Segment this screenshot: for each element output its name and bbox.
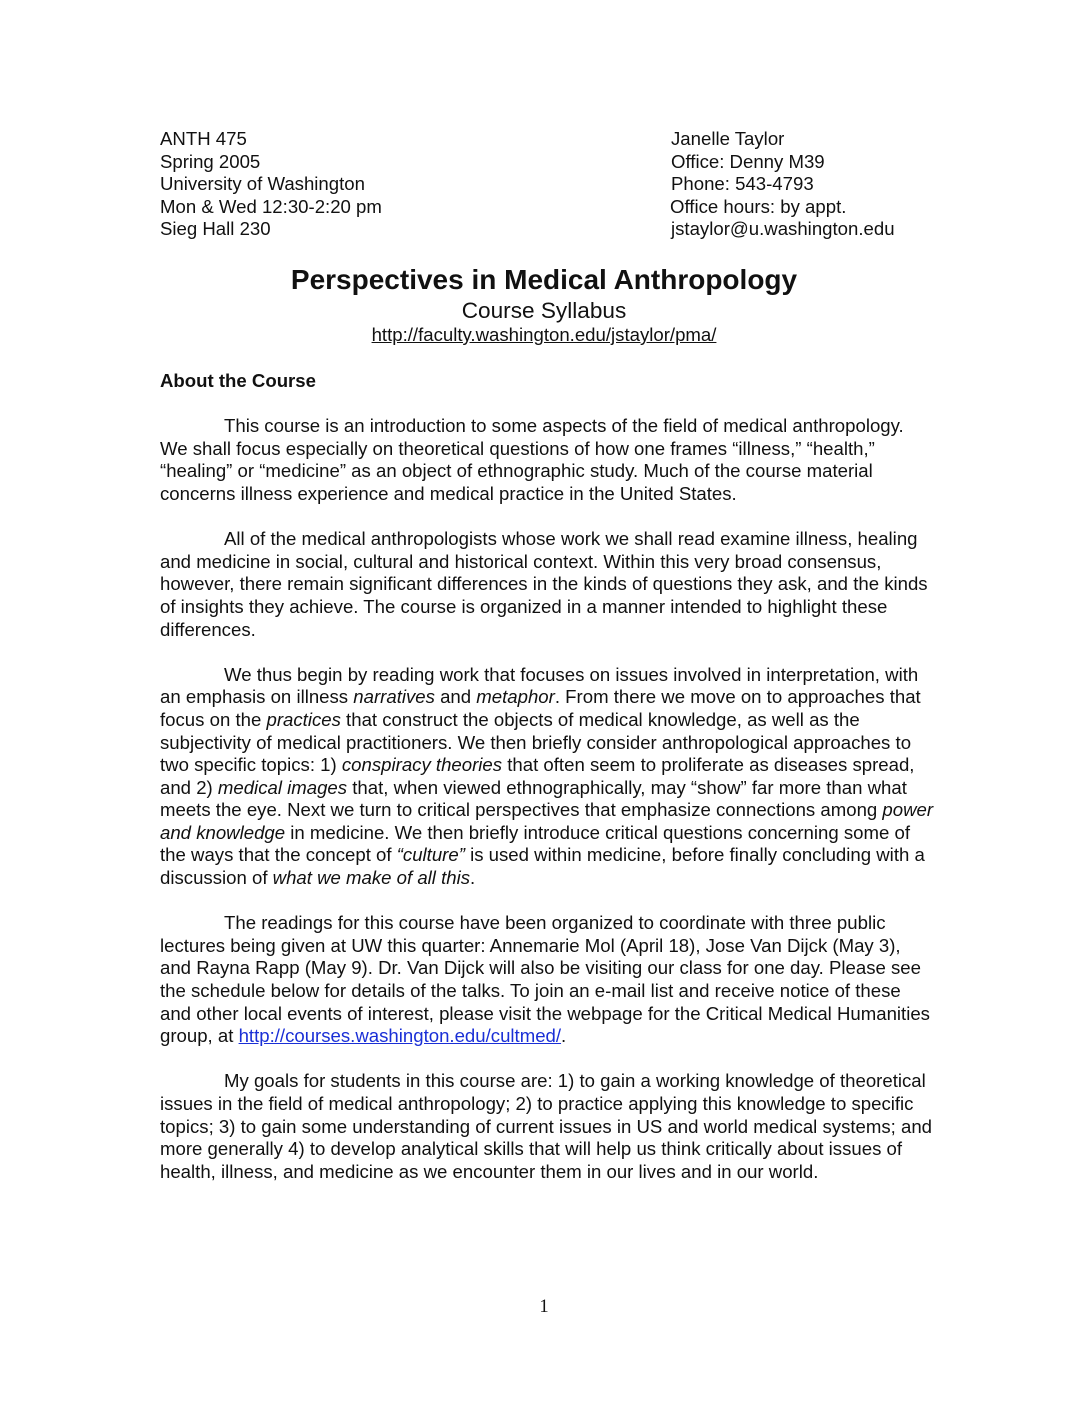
emphasis-text: “culture” xyxy=(396,844,465,866)
course-number: ANTH 475 xyxy=(160,128,247,149)
text-run: The readings for this course have been organized to coordinate with three public lectures being given at UW this quarter: Annemarie Mol (April 18), Jose Van Dijck (May 3), and Rayna Rapp (May 9). Dr. Van Dijck will also be visiting our class for one day. Please see the schedule below for details of the talks. To join an e-mail list and receive notice of these and other local events of interest, please visit the webpage for the Critical Medical Humanities group, at xyxy=(160,912,930,1047)
text-run: and xyxy=(434,686,477,708)
emphasis-text: practices xyxy=(266,708,341,730)
emphasis-text: power and knowledge xyxy=(160,799,934,843)
office-hours: Office hours: by appt. xyxy=(670,195,847,217)
course-url-link[interactable]: http://faculty.washington.edu/jstaylor/pma/ xyxy=(371,324,717,345)
main-content xyxy=(160,370,935,1206)
header-row xyxy=(160,196,920,219)
emphasis-text: narratives xyxy=(353,686,435,708)
text-run: in medicine. We then briefly introduce critical questions concerning some of the ways that the concept of xyxy=(160,821,911,866)
section-heading: About the Course xyxy=(160,370,316,391)
text-run: that, when viewed ethnographically, may “show” far more than what meets the eye. Next we turn to critical perspectives that emphasize connections among xyxy=(160,776,907,821)
course-url-line xyxy=(0,324,1088,346)
text-run: We thus begin by reading work that focuses on issues involved in interpretation, with an emphasis on illness xyxy=(160,663,919,708)
text-run: that often seem to proliferate as diseases spread, and 2) xyxy=(160,754,915,798)
text-run: is used within medicine, before finally concluding with a discussion of xyxy=(160,844,925,889)
page-title: Perspectives in Medical Anthropology xyxy=(290,264,798,295)
text-run: . xyxy=(470,867,476,889)
email: jstaylor@u.washington.edu xyxy=(671,218,895,240)
emphasis-text: medical images xyxy=(217,776,348,798)
office-location: Office: Denny M39 xyxy=(671,150,825,172)
header-row xyxy=(160,151,920,174)
title-block xyxy=(0,263,1088,346)
text-run: that construct the objects of medical knowledge, as well as the subjectivity of medical practitioners. We then briefly consider anthropological approaches to two specific topics: 1) xyxy=(160,708,912,776)
instructor-name: Janelle Taylor xyxy=(671,128,785,149)
text-run: . From there we move on to approaches that focus on the xyxy=(160,686,921,730)
header-row xyxy=(160,173,920,196)
paragraph-readings xyxy=(160,912,935,1048)
paragraph-goals: My goals for students in this course are: 1) to gain a working knowledge of theoretical issues in the field of medical anthropology; 2) to practice applying this knowledge to specific topics; 3) to gain some understanding of current issues in US and world medical systems; and more generally 4) to develop analytical skills that will help us think critically about issues of health, illness, and medicine as we encounter them in our lives and in our world. xyxy=(160,1070,933,1182)
paragraph-approach xyxy=(160,664,935,890)
paragraph-intro: This course is an introduction to some aspects of the field of medical anthropology. We shall focus especially on theoretical questions of how one frames “illness,” “health,” “healing” or “medicine” as an object of ethnographic study. Much of the course material concerns illness experience and medical practice in the United States. xyxy=(160,415,904,504)
cultmed-link[interactable]: http://courses.washington.edu/cultmed/ xyxy=(238,1025,562,1047)
term: Spring 2005 xyxy=(160,150,261,172)
header-row xyxy=(160,128,920,151)
university: University of Washington xyxy=(160,173,365,195)
emphasis-text: what we make of all this xyxy=(272,867,471,889)
page-number: 1 xyxy=(539,1296,549,1317)
emphasis-text: metaphor xyxy=(476,686,555,708)
header-row xyxy=(160,218,920,241)
paragraph-context: All of the medical anthropologists whose work we shall read examine illness, healing and medicine in social, cultural and historical context. Within this very broad consensus, however, there remain significant differences in the kinds of questions they ask, and the kinds of insights they achieve. The course is organized in a manner intended to highlight these differences. xyxy=(160,528,928,640)
course-header xyxy=(160,128,920,241)
emphasis-text: conspiracy theories xyxy=(341,754,503,776)
phone: Phone: 543-4793 xyxy=(671,173,814,195)
text-run: . xyxy=(561,1025,567,1047)
classroom: Sieg Hall 230 xyxy=(160,218,271,240)
class-schedule: Mon & Wed 12:30-2:20 pm xyxy=(160,195,382,217)
page-subtitle: Course Syllabus xyxy=(461,298,627,323)
